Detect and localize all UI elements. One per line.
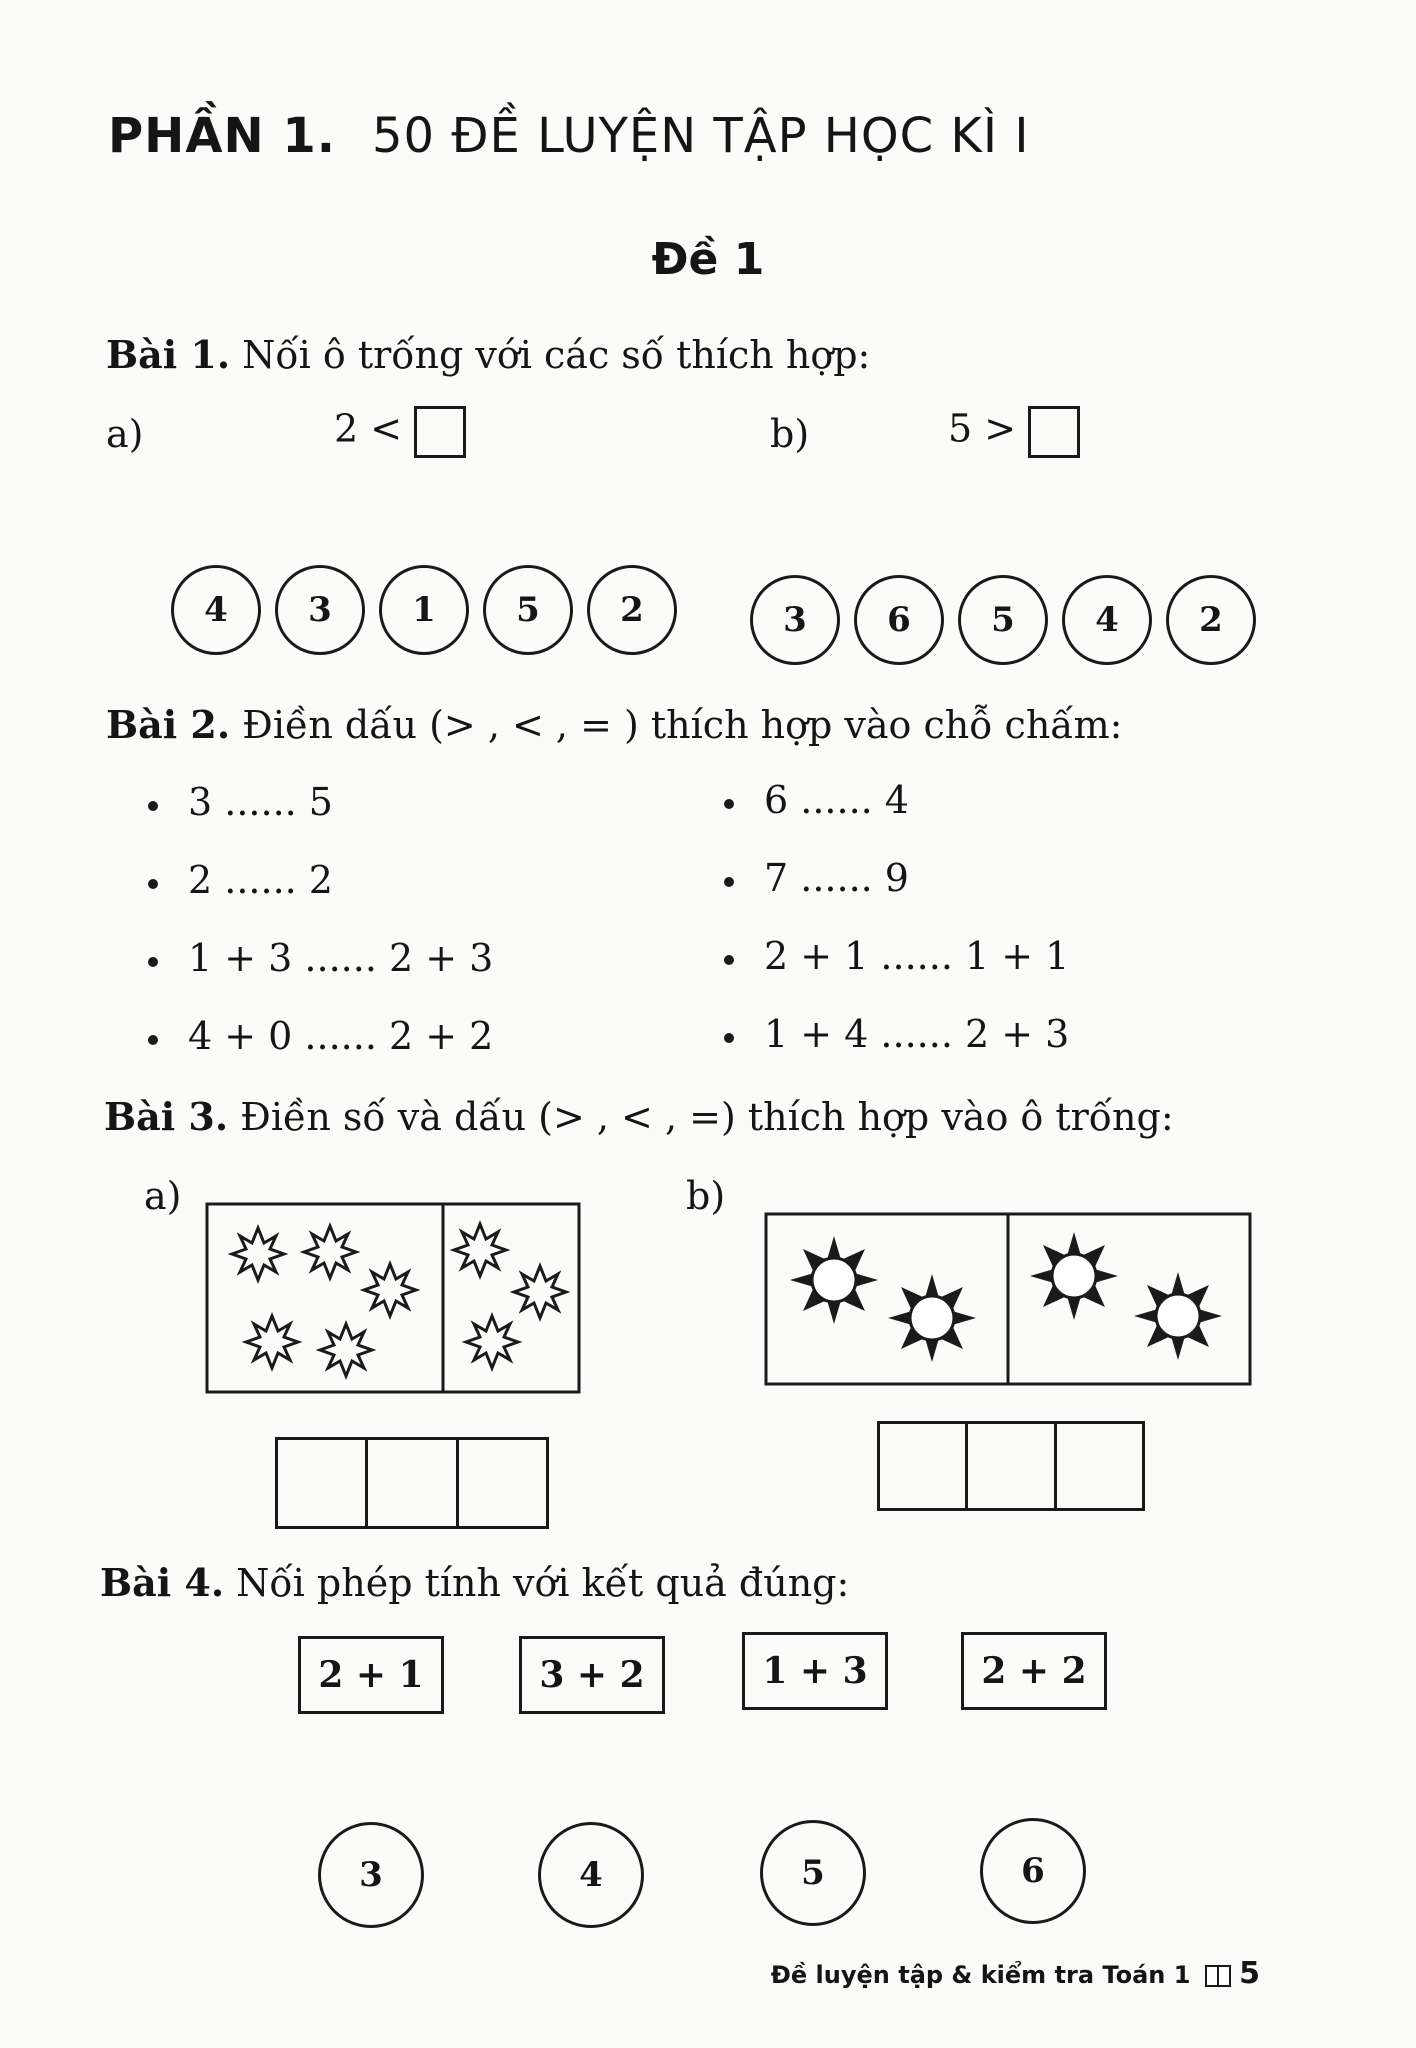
bai2-item-text: 2 ...... 2 — [188, 858, 333, 902]
answer-cell[interactable] — [368, 1440, 458, 1526]
sun-icon — [1030, 1232, 1118, 1320]
part-label: PHẦN 1. — [108, 108, 337, 164]
bai3-b-answer-boxes — [877, 1421, 1145, 1511]
book-icon — [1205, 1965, 1231, 1987]
bai3-b-label: b) — [686, 1174, 726, 1218]
bai1-a-number-circle[interactable]: 3 — [275, 565, 365, 655]
bai2-item-text: 7 ...... 9 — [764, 856, 909, 900]
bai4-result-circle[interactable]: 6 — [980, 1818, 1086, 1924]
bai1-a-number-circle[interactable]: 2 — [587, 565, 677, 655]
bai1-a-number-circle[interactable]: 5 — [483, 565, 573, 655]
bai1-a-label: a) — [106, 412, 144, 456]
sun-icon — [888, 1274, 976, 1362]
part-title: 50 ĐỀ LUYỆN TẬP HỌC KÌ I — [372, 108, 1030, 164]
bai1-b-number-circle[interactable]: 3 — [750, 575, 840, 665]
answer-cell[interactable] — [1057, 1424, 1142, 1508]
sun-icon — [1134, 1272, 1222, 1360]
bai3-text: Điền số và dấu (> , < , =) thích hợp vào ô trống: — [240, 1095, 1174, 1139]
bai2-item-text: 4 + 0 ...... 2 + 2 — [188, 1014, 494, 1058]
star-icon — [454, 1224, 506, 1276]
page-footer — [771, 1956, 1260, 1991]
bai4-calc-box[interactable]: 2 + 1 — [298, 1636, 444, 1714]
bai2-label: Bài 2. — [106, 702, 231, 747]
bai4-result-circle[interactable]: 5 — [760, 1820, 866, 1926]
bai4-label: Bài 4. — [100, 1560, 225, 1605]
exam-title: Đề 1 — [651, 234, 765, 285]
answer-cell[interactable] — [278, 1440, 368, 1526]
bai4-calc-box[interactable]: 3 + 2 — [519, 1636, 665, 1714]
bai3-a-label: a) — [144, 1174, 182, 1218]
bai4-result-circle[interactable]: 4 — [538, 1822, 644, 1928]
footer-text: Đề luyện tập & kiểm tra Toán 1 — [770, 1961, 1191, 1989]
star-icon — [466, 1316, 518, 1368]
bai2-text: Điền dấu (> , < , = ) thích hợp vào chỗ chấm: — [242, 703, 1123, 747]
page-number: 5 — [1239, 1956, 1260, 1991]
bai2-item-text: 1 + 3 ...... 2 + 3 — [188, 936, 494, 980]
bai2-item-text: 2 + 1 ...... 1 + 1 — [764, 934, 1070, 978]
bai3-label: Bài 3. — [104, 1094, 229, 1139]
bai2-item-text: 3 ...... 5 — [188, 780, 333, 824]
bai4-calc-box[interactable]: 2 + 2 — [961, 1632, 1107, 1710]
bai1-text: Nối ô trống với các số thích hợp: — [242, 333, 871, 377]
bai4-text: Nối phép tính với kết quả đúng: — [236, 1561, 850, 1605]
star-icon — [320, 1324, 372, 1376]
bai1-b-label: b) — [770, 412, 810, 456]
bai4-heading — [100, 1560, 849, 1605]
star-icon — [246, 1316, 298, 1368]
bai1-a-number-circle[interactable]: 4 — [171, 565, 261, 655]
bai4-calc-box[interactable]: 1 + 3 — [742, 1632, 888, 1710]
bai2-item-text: 1 + 4 ...... 2 + 3 — [764, 1012, 1070, 1056]
bai2-item-text: 6 ...... 4 — [764, 778, 909, 822]
star-icon — [364, 1264, 416, 1316]
bai1-b-expr-text: 5 > — [948, 406, 1017, 451]
bai4-result-circle[interactable]: 3 — [318, 1822, 424, 1928]
answer-cell[interactable] — [880, 1424, 968, 1508]
bai3-a-answer-boxes — [275, 1437, 549, 1529]
star-icon — [304, 1226, 356, 1278]
bai1-b-number-circle[interactable]: 6 — [854, 575, 944, 665]
bai1-b-number-circle[interactable]: 2 — [1166, 575, 1256, 665]
bai1-a-number-circle[interactable]: 1 — [379, 565, 469, 655]
star-icon — [514, 1266, 566, 1318]
answer-cell[interactable] — [968, 1424, 1056, 1508]
answer-cell[interactable] — [459, 1440, 546, 1526]
star-icon — [232, 1228, 284, 1280]
sun-icon — [790, 1236, 878, 1324]
bai1-label: Bài 1. — [106, 332, 231, 377]
bai1-b-number-circle[interactable]: 4 — [1062, 575, 1152, 665]
bai1-a-expr-text: 2 < — [334, 406, 403, 451]
bai1-b-number-circle[interactable]: 5 — [958, 575, 1048, 665]
